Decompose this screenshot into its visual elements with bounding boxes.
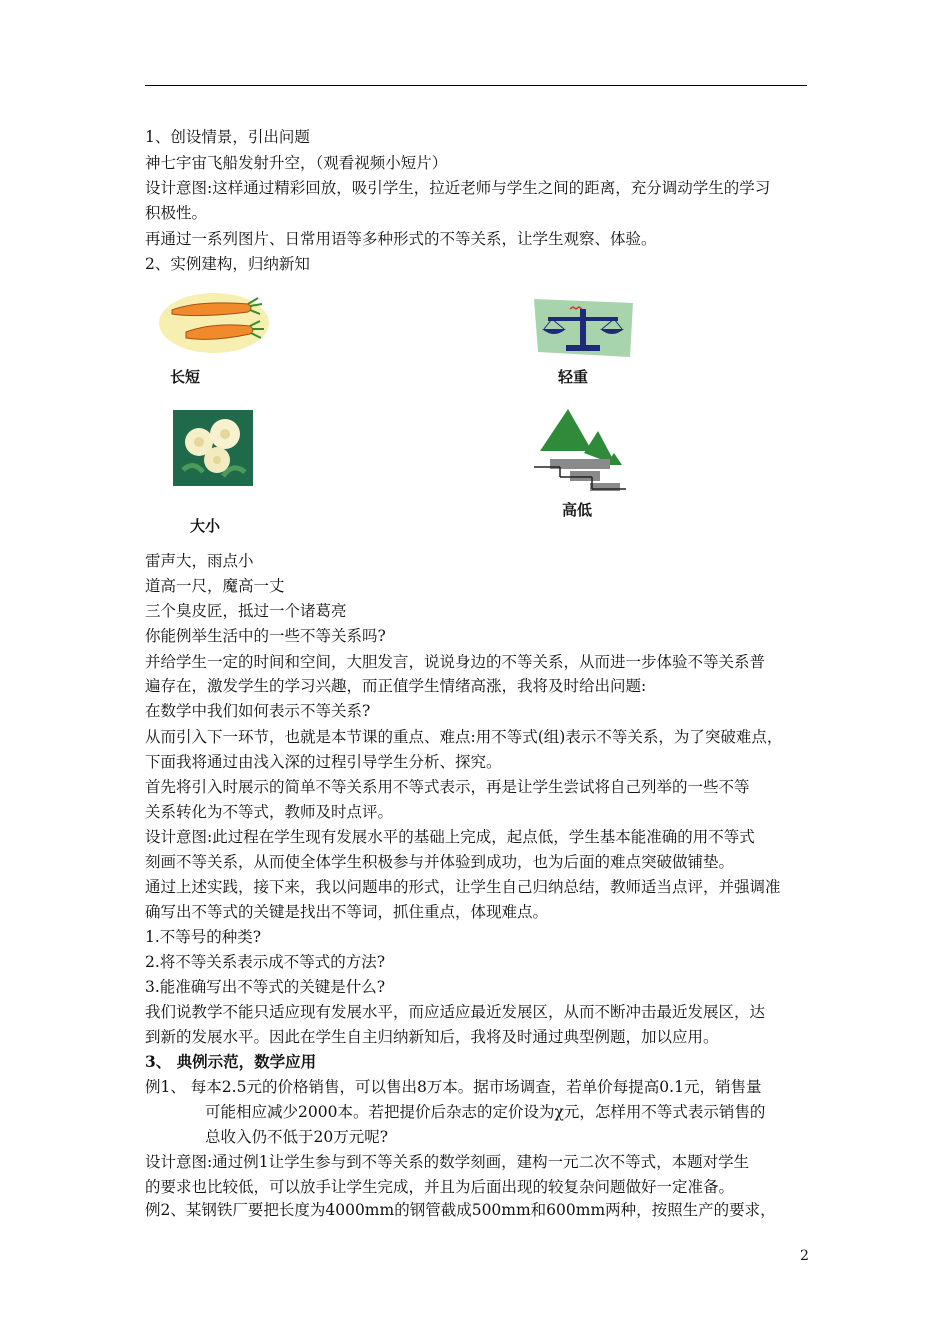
heading-3: 3、 典例示范，数学应用 <box>145 1052 317 1071</box>
text-line: 的要求也比较低，可以放手让学生完成，并且为后面出现的较复杂问题做好一定准备。 <box>145 1178 735 1196</box>
heading-2: 2、实例建构，归纳新知 <box>145 255 310 273</box>
example-2-line: 例2、某钢铁厂要把长度为4000mm的钢管截成500mm和600mm两种，按照生产的要求， <box>145 1201 776 1219</box>
question-1: 1.不等号的种类? <box>145 928 262 946</box>
text-line: 雷声大，雨点小 <box>145 552 254 570</box>
question-2: 2.将不等关系表示成不等式的方法? <box>145 953 386 971</box>
caption-big-small: 大小 <box>190 517 221 535</box>
text-line: 刻画不等关系，从而使全体学生积极参与并体验到成功，也为后面的难点突破做铺垫。 <box>145 853 735 871</box>
example-1-line: 可能相应减少2000本。若把提价后杂志的定价设为χ元，怎样用不等式表示销售的 <box>205 1103 766 1121</box>
text-line: 道高一尺，魔高一丈 <box>145 577 285 595</box>
heading-1: 1、创设情景，引出问题 <box>145 128 310 146</box>
text-line: 遍存在，激发学生的学习兴趣，而正值学生情绪高涨，我将及时给出问题: <box>145 677 647 695</box>
text-line: 到新的发展水平。因此在学生自主归纳新知后，我将及时通过典型例题，加以应用。 <box>145 1028 719 1046</box>
balance-scale-image <box>530 297 635 359</box>
question-3: 3.能准确写出不等式的关键是什么? <box>145 978 386 996</box>
text-line: 关系转化为不等式，教师及时点评。 <box>145 803 394 821</box>
text-line: 神七宇宙飞船发射升空，（观看视频小短片） <box>145 154 448 172</box>
text-line: 我们说教学不能只适应现有发展水平，而应适应最近发展区，从而不断冲击最近发展区，达 <box>145 1003 766 1021</box>
text-line: 你能例举生活中的一些不等关系吗? <box>145 627 386 645</box>
text-line: 设计意图:通过例1让学生参与到不等关系的数学刻画，建构一元二次不等式，本题对学生 <box>145 1153 750 1171</box>
text-line: 从而引入下一环节，也就是本节课的重点、难点:用不等式(组)表示不等关系，为了突破难点， <box>145 728 783 746</box>
caption-light-heavy: 轻重 <box>558 368 589 386</box>
caption-long-short: 长短 <box>170 368 201 386</box>
text-line: 积极性。 <box>145 204 208 222</box>
text-line: 三个臭皮匠，抵过一个诸葛亮 <box>145 602 347 620</box>
text-line: 设计意图:此过程在学生现有发展水平的基础上完成，起点低，学生基本能准确的用不等式 <box>145 828 755 846</box>
text-line: 下面我将通过由浅入深的过程引导学生分析、探究。 <box>145 753 502 771</box>
example-1-line: 总收入仍不低于20万元呢? <box>205 1128 389 1146</box>
text-line: 再通过一系列图片、日常用语等多种形式的不等关系，让学生观察、体验。 <box>145 230 657 248</box>
text-line: 通过上述实践，接下来，我以问题串的形式，让学生自己归纳总结，教师适当点评，并强调准 <box>145 878 781 896</box>
text-line: 确写出不等式的关键是找出不等词，抓住重点，体现难点。 <box>145 903 549 921</box>
caption-high-low: 高低 <box>562 501 593 519</box>
text-line: 并给学生一定的时间和空间，大胆发言，说说身边的不等关系，从而进一步体验不等关系普 <box>145 653 766 671</box>
mountains-image <box>530 405 630 493</box>
example-1-line: 例1、 每本2.5元的价格销售，可以售出8万本。据市场调查，若单价每提高0.1元，销售量 <box>145 1078 762 1096</box>
text-line: 首先将引入时展示的简单不等关系用不等式表示，再是让学生尝试将自己列举的一些不等 <box>145 778 750 796</box>
roses-image <box>173 410 253 486</box>
page-number: 2 <box>800 1248 809 1264</box>
text-line: 在数学中我们如何表示不等关系? <box>145 702 371 720</box>
text-line: 设计意图:这样通过精彩回放，吸引学生，拉近老师与学生之间的距离，充分调动学生的学习 <box>145 179 771 197</box>
carrots-image <box>158 292 270 354</box>
header-rule <box>145 85 807 86</box>
